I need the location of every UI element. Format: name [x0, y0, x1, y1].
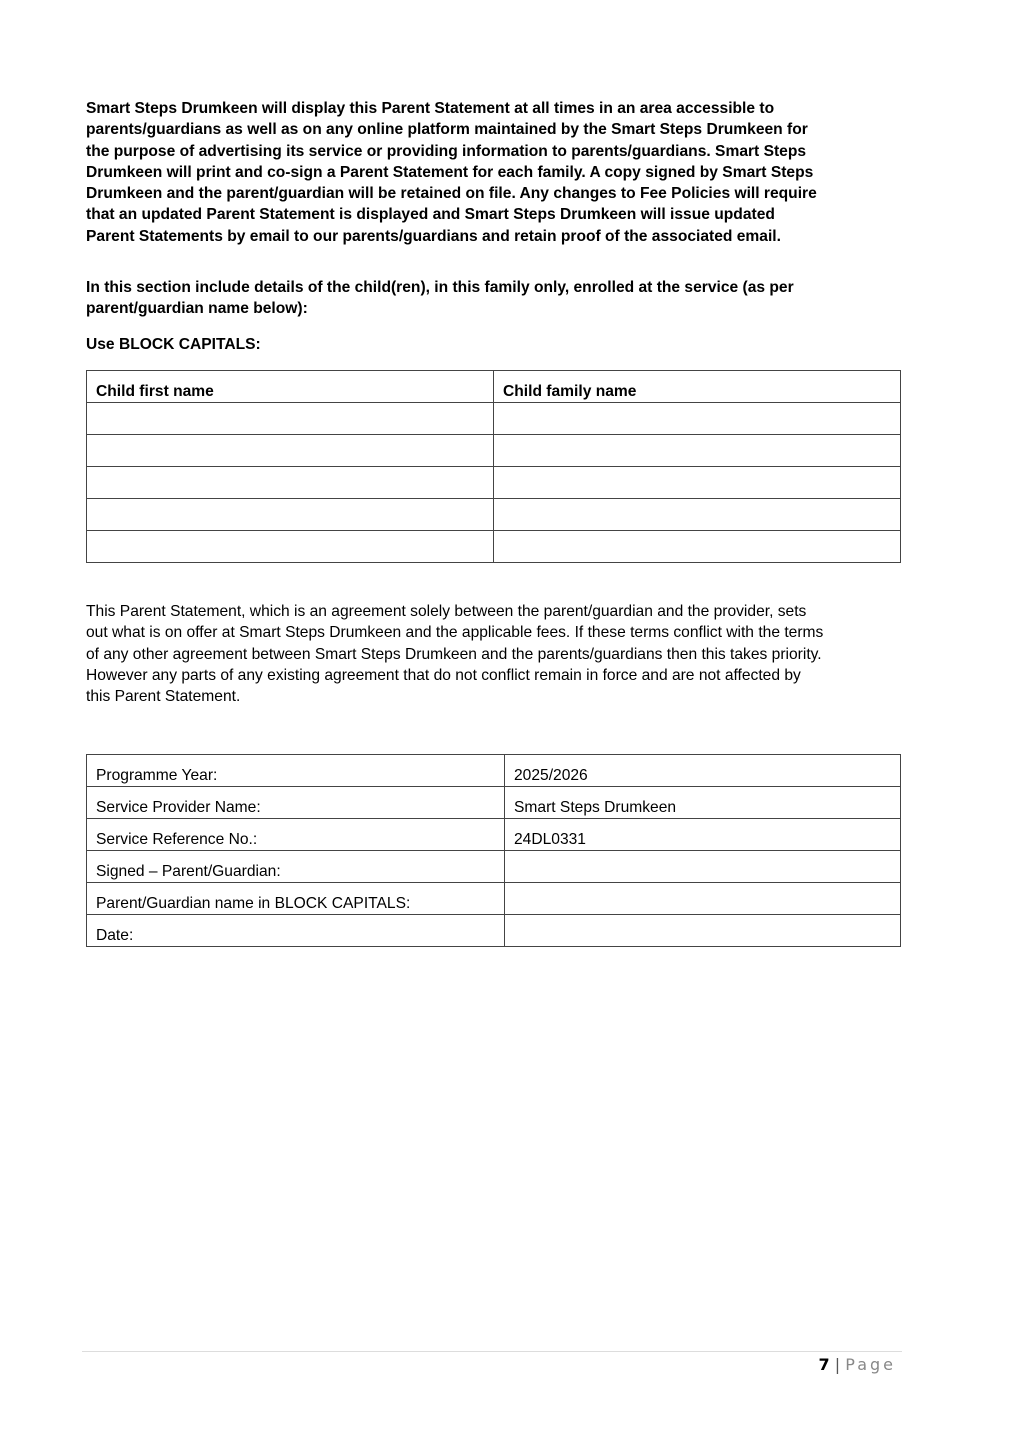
label-cell: Parent/Guardian name in BLOCK CAPITALS: [87, 883, 505, 915]
label-cell: Service Provider Name: [87, 787, 505, 819]
text-line: Drumkeen and the parent/guardian will be retained on file. Any changes to Fee Policies will require [86, 185, 817, 203]
text-line: Use BLOCK CAPITALS: [86, 336, 261, 353]
label-cell: Programme Year: [87, 755, 505, 787]
page-label: Page [845, 1355, 896, 1374]
intro-paragraph [86, 98, 916, 247]
agreement-paragraph [86, 601, 916, 707]
footer-separator: | [834, 1355, 841, 1374]
header-child-family-name: Child family name [494, 371, 901, 403]
text-line: the purpose of advertising its service or providing information to parents/guardians. Smart Steps [86, 142, 807, 160]
text-line: that an updated Parent Statement is displayed and Smart Steps Drumkeen will issue updated [86, 206, 775, 224]
block-capitals-note [86, 334, 916, 355]
children-table [86, 370, 901, 563]
table-row [87, 915, 901, 947]
section-instructions [86, 277, 916, 320]
label-cell: Service Reference No.: [87, 819, 505, 851]
header-child-first-name: Child first name [87, 371, 494, 403]
value-cell: 2025/2026 [505, 755, 901, 787]
page-number: 7 [818, 1355, 830, 1374]
child-family-name-cell[interactable] [494, 435, 901, 467]
page-footer [819, 1355, 896, 1374]
child-first-name-cell[interactable] [87, 435, 494, 467]
value-cell: Smart Steps Drumkeen [505, 787, 901, 819]
footer-divider [82, 1351, 902, 1352]
text-line: This Parent Statement, which is an agreement solely between the parent/guardian and the provider, sets [86, 603, 807, 620]
child-family-name-cell[interactable] [494, 467, 901, 499]
table-row [87, 755, 901, 787]
child-family-name-cell[interactable] [494, 531, 901, 563]
child-first-name-cell[interactable] [87, 403, 494, 435]
label-cell: Date: [87, 915, 505, 947]
table-row [87, 787, 901, 819]
text-line: Parent Statements by email to our parents/guardians and retain proof of the associated email. [86, 227, 781, 245]
child-first-name-cell[interactable] [87, 499, 494, 531]
table-row [87, 499, 901, 531]
child-first-name-cell[interactable] [87, 467, 494, 499]
table-header-row [87, 371, 901, 403]
table-row [87, 467, 901, 499]
child-family-name-cell[interactable] [494, 403, 901, 435]
table-row [87, 435, 901, 467]
text-line: Smart Steps Drumkeen will display this Parent Statement at all times in an area accessible to [86, 100, 775, 117]
child-first-name-cell[interactable] [87, 531, 494, 563]
date-field[interactable] [505, 915, 901, 947]
text-line: Drumkeen will print and co-sign a Parent Statement for each family. A copy signed by Smart Steps [86, 163, 814, 181]
table-row [87, 403, 901, 435]
table-row [87, 819, 901, 851]
parent-name-field[interactable] [505, 883, 901, 915]
child-family-name-cell[interactable] [494, 499, 901, 531]
signature-field[interactable] [505, 851, 901, 883]
text-line: parent/guardian name below): [86, 300, 308, 318]
table-row [87, 851, 901, 883]
text-line: In this section include details of the child(ren), in this family only, enrolled at the service (as per [86, 279, 794, 296]
value-cell: 24DL0331 [505, 819, 901, 851]
label-cell: Signed – Parent/Guardian: [87, 851, 505, 883]
text-line: out what is on offer at Smart Steps Drumkeen and the applicable fees. If these terms conflict with the terms [86, 624, 824, 642]
text-line: of any other agreement between Smart Steps Drumkeen and the parents/guardians then this takes priority. [86, 645, 822, 663]
text-line: parents/guardians as well as on any online platform maintained by the Smart Steps Drumkeen for [86, 121, 808, 139]
table-row [87, 883, 901, 915]
table-row [87, 531, 901, 563]
text-line: However any parts of any existing agreement that do not conflict remain in force and are not affected by [86, 666, 801, 684]
text-line: this Parent Statement. [86, 688, 241, 706]
details-table [86, 754, 901, 947]
